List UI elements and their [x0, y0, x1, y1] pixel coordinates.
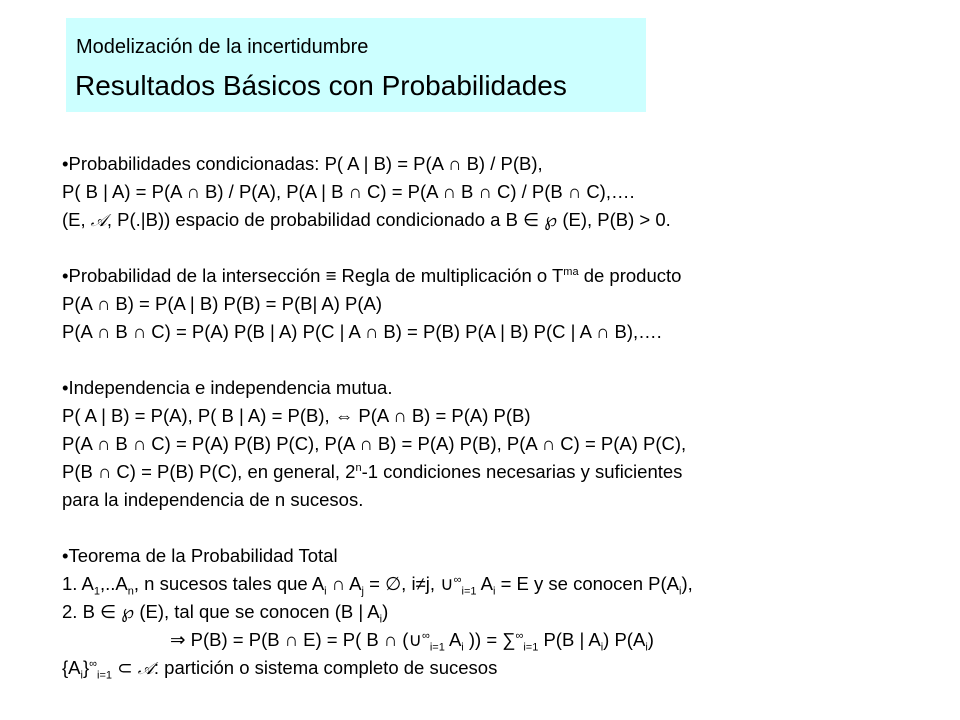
content-line: P(A ∩ B) = P(A | B) P(B) = P(B| A) P(A)	[62, 293, 383, 314]
slide-content	[62, 150, 693, 682]
section-independence	[62, 374, 693, 514]
slide-subtitle: Modelización de la incertidumbre	[76, 36, 369, 58]
content-line: P(A ∩ B ∩ C) = P(A) P(B | A) P(C | A ∩ B) = P(B) P(A | B) P(C | A ∩ B),….	[62, 321, 662, 342]
content-line: (E, 𝒜, P(.|B)) espacio de probabilidad condicionado a B ∈ ℘ (E), P(B) > 0.	[62, 209, 671, 231]
content-line: P(B ∩ C) = P(B) P(C), en general, 2$^n$-1 condiciones necesarias y suficientes	[62, 461, 683, 482]
content-line: P(A ∩ B ∩ C) = P(A) P(B) P(C), P(A ∩ B) = P(A) P(B), P(A ∩ C) = P(A) P(C),	[62, 433, 687, 454]
content-line: $\{A_i\}^\infty_{i=1}$ ⊂ 𝒜: partición o sistema completo de sucesos	[62, 657, 498, 682]
content-line: •Probabilidades condicionadas: P( A | B) = P(A ∩ B) / P(B),	[62, 153, 543, 174]
content-line: para la independencia de n sucesos.	[62, 489, 364, 510]
content-line: P( B | A) = P(A ∩ B) / P(A), P(A | B ∩ C) = P(A ∩ B ∩ C) / P(B ∩ C),….	[62, 181, 635, 202]
title-banner	[66, 18, 646, 112]
slide-title: Resultados Básicos con Probabilidades	[75, 70, 567, 101]
section-conditional-probability	[62, 150, 693, 234]
content-line: •Independencia e independencia mutua.	[62, 377, 393, 398]
content-line: 1. $A_1,..A_n$, n sucesos tales que $A_i$ ∩ $A_j$ = ∅, i≠j, $\cup^\infty_{i=1}$ $A_i = E$ y se conocen $P(A_i)$,	[62, 573, 693, 598]
content-line: •Teorema de la Probabilidad Total	[62, 545, 338, 566]
content-line: •Probabilidad de la intersección ≡ Regla de multiplicación o $T^{ma}$ de producto	[62, 265, 682, 286]
content-line: ⇒ P(B) = P(B ∩ E) = P( B ∩ ($\cup^\infty_{i=1}$ $A_i$ )) = $\sum^\infty_{i=1}$ P(B | $A_i$) $P(A_i)$	[170, 629, 654, 654]
section-total-probability	[62, 542, 693, 682]
section-multiplication-rule	[62, 262, 693, 346]
content-line: 2. B ∈ ℘ (E), tal que se conocen (B | $A_i$)	[62, 601, 389, 626]
content-line: P( A | B) = P(A), P( B | A) = P(B), ⇔ P(A ∩ B) = P(A) P(B)	[62, 405, 531, 426]
